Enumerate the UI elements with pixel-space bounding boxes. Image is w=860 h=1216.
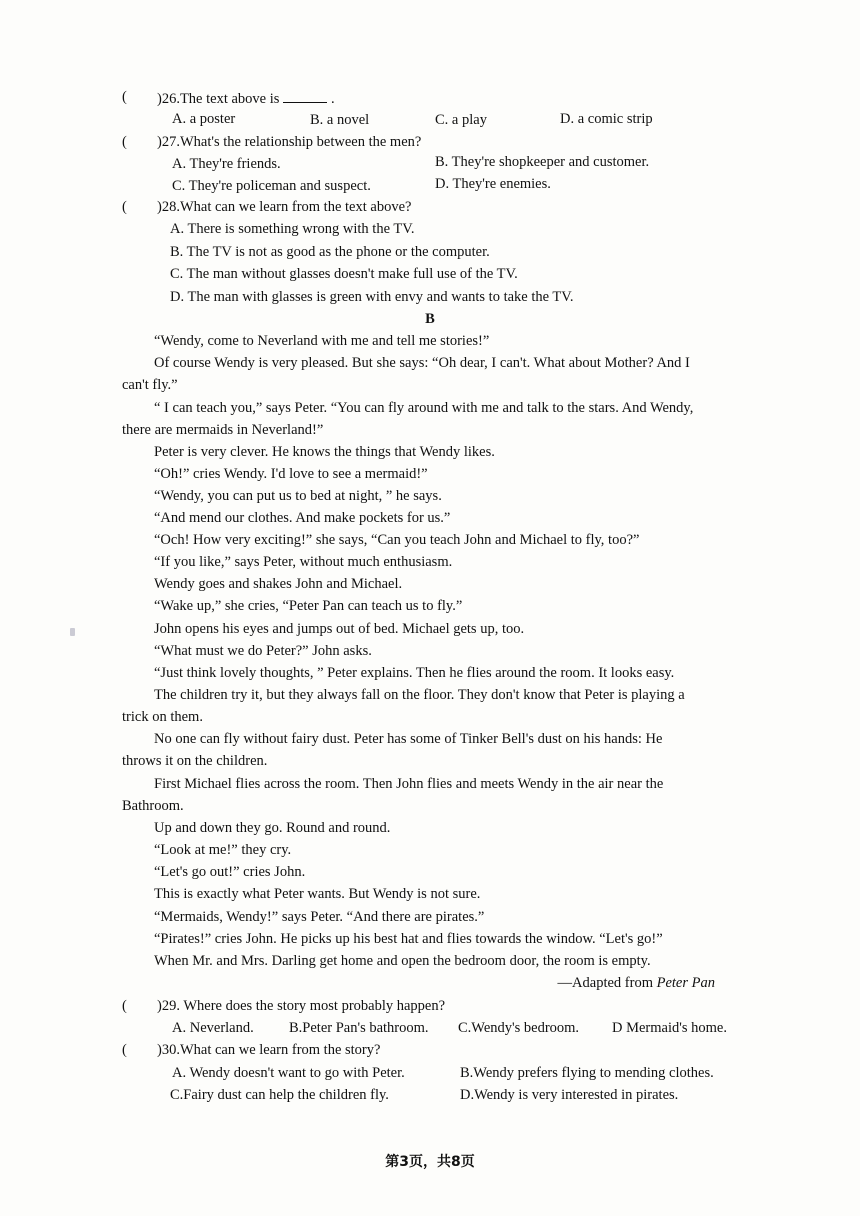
question-stem: )28.What can we learn from the text above? xyxy=(157,199,412,215)
stem-tail: . xyxy=(331,91,335,107)
passage-line: “And mend our clothes. And make pockets for us.” xyxy=(154,510,451,526)
passage-line: “ I can teach you,” says Peter. “You can fly around with me and talk to the stars. And Wendy, xyxy=(154,400,694,416)
passage-line: Peter is very clever. He knows the things that Wendy likes. xyxy=(154,444,495,460)
passage-line: Wendy goes and shakes John and Michael. xyxy=(154,576,403,592)
option-c: C.Wendy's bedroom. xyxy=(458,1020,580,1036)
answer-paren: ( xyxy=(122,89,127,105)
question-stem: )29. Where does the story most probably happen? xyxy=(157,998,446,1014)
passage-line: “Oh!” cries Wendy. I'd love to see a mermaid!” xyxy=(154,466,428,482)
answer-paren: ( xyxy=(122,1042,127,1058)
passage-line: trick on them. xyxy=(122,709,203,725)
passage-line: “Mermaids, Wendy!” says Peter. “And there are pirates.” xyxy=(154,909,485,925)
passage-line: “What must we do Peter?” John asks. xyxy=(154,643,372,659)
option-d: D. a comic strip xyxy=(560,111,653,127)
option-a: A. Wendy doesn't want to go with Peter. xyxy=(172,1065,405,1081)
answer-paren: ( xyxy=(122,998,127,1014)
question-stem: )27.What's the relationship between the men? xyxy=(157,134,422,150)
passage-line: throws it on the children. xyxy=(122,753,268,769)
question-stem xyxy=(157,90,335,107)
passage-line: “Let's go out!” cries John. xyxy=(154,864,306,880)
section-b-heading: B xyxy=(425,311,435,327)
option-b: B. They're shopkeeper and customer. xyxy=(435,154,650,170)
passage-line: “Och! How very exciting!” she says, “Can you teach John and Michael to fly, too?” xyxy=(154,532,640,548)
option-b: B.Wendy prefers flying to mending clothes. xyxy=(460,1065,714,1081)
passage-line: When Mr. and Mrs. Darling get home and open the bedroom door, the room is empty. xyxy=(154,953,651,969)
passage-line: “Wendy, you can put us to bed at night, ” he says. xyxy=(154,488,442,504)
scan-speck xyxy=(70,628,75,636)
source-title: Peter Pan xyxy=(656,975,715,991)
passage-line: This is exactly what Peter wants. But Wendy is not sure. xyxy=(154,886,481,902)
passage-line: “Wendy, come to Neverland with me and tell me stories!” xyxy=(154,333,490,349)
answer-paren: ( xyxy=(122,199,127,215)
stem-text: )26.The text above is xyxy=(157,91,280,107)
option-d: D. The man with glasses is green with envy and wants to take the TV. xyxy=(170,289,574,305)
option-d: D.Wendy is very interested in pirates. xyxy=(460,1087,679,1103)
option-c: C. They're policeman and suspect. xyxy=(172,178,371,194)
option-d: D Mermaid's home. xyxy=(612,1020,727,1036)
option-c: C. The man without glasses doesn't make full use of the TV. xyxy=(170,266,518,282)
passage-line: “Look at me!” they cry. xyxy=(154,842,292,858)
passage-line: “Pirates!” cries John. He picks up his best hat and flies towards the window. “Let's go!” xyxy=(154,931,663,947)
option-a: A. Neverland. xyxy=(172,1020,254,1036)
passage-line: John opens his eyes and jumps out of bed. Michael gets up, too. xyxy=(154,621,525,637)
option-c: C. a play xyxy=(435,112,487,128)
passage-line: Bathroom. xyxy=(122,798,184,814)
passage-line: there are mermaids in Neverland!” xyxy=(122,422,324,438)
passage-line: No one can fly without fairy dust. Peter has some of Tinker Bell's dust on his hands: He xyxy=(154,731,663,747)
answer-paren: ( xyxy=(122,134,127,150)
passage-line: “Just think lovely thoughts, ” Peter explains. Then he flies around the room. It looks easy. xyxy=(154,665,675,681)
option-b: B. The TV is not as good as the phone or the computer. xyxy=(170,244,490,260)
passage-source xyxy=(558,976,715,991)
page-footer: 第3页，共8页 xyxy=(385,1154,475,1170)
option-d: D. They're enemies. xyxy=(435,176,551,192)
source-prefix: —Adapted from xyxy=(557,975,653,991)
question-stem: )30.What can we learn from the story? xyxy=(157,1042,381,1058)
answer-blank[interactable] xyxy=(283,90,327,103)
option-b: B. a novel xyxy=(310,112,370,128)
option-c: C.Fairy dust can help the children fly. xyxy=(170,1087,389,1103)
passage-line: “Wake up,” she cries, “Peter Pan can teach us to fly.” xyxy=(154,598,463,614)
passage-line: Of course Wendy is very pleased. But she says: “Oh dear, I can't. What about Mother? And I xyxy=(154,355,690,371)
option-a: A. They're friends. xyxy=(172,156,281,172)
passage-line: can't fly.” xyxy=(122,377,178,393)
option-b: B.Peter Pan's bathroom. xyxy=(289,1020,429,1036)
option-a: A. a poster xyxy=(172,111,236,127)
passage-line: “If you like,” says Peter, without much enthusiasm. xyxy=(154,554,453,570)
passage-line: The children try it, but they always fall on the floor. They don't know that Peter is playing a xyxy=(154,687,685,703)
passage-line: Up and down they go. Round and round. xyxy=(154,820,391,836)
passage-line: First Michael flies across the room. Then John flies and meets Wendy in the air near the xyxy=(154,776,664,792)
option-a: A. There is something wrong with the TV. xyxy=(170,221,415,237)
